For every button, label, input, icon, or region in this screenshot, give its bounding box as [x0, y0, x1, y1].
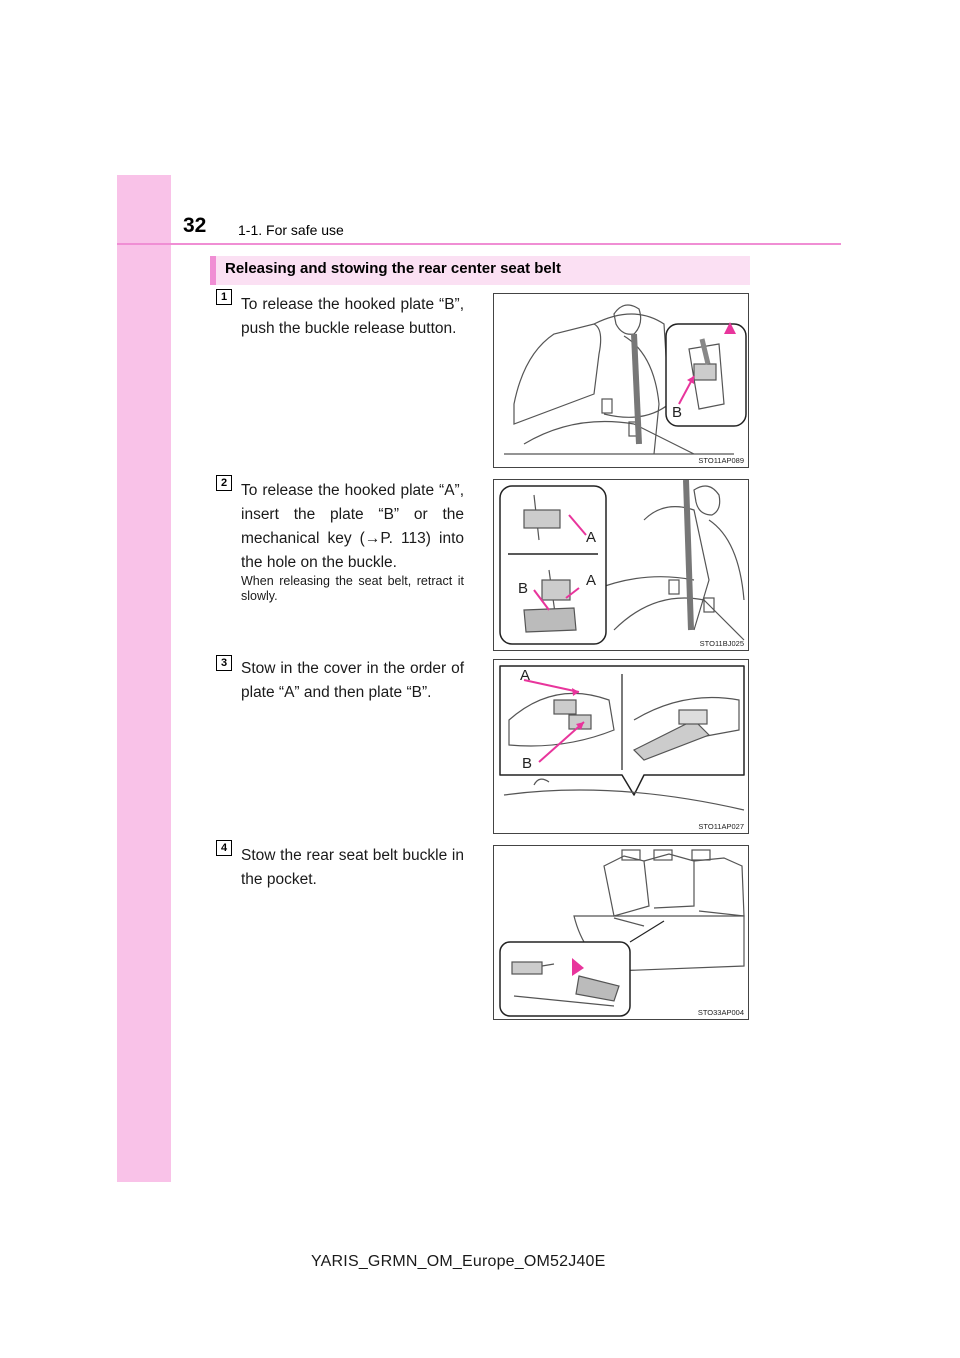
section-banner — [210, 256, 750, 285]
step-2-text: To release the hooked plate “A”, insert the plate “B” or the mechanical key (→P. 113) into the hole on the buckle. — [241, 482, 464, 571]
step-1-text: To release the hooked plate “B”, push the buckle release button. — [241, 296, 464, 337]
plate-release-illustration — [494, 480, 749, 651]
figure-label-b: B — [672, 404, 683, 421]
figure-step-2 — [493, 479, 749, 651]
banner-accent-bar — [210, 256, 216, 285]
figure-code: STO33AP004 — [697, 1008, 744, 1017]
figure-code: STO11AP089 — [698, 456, 744, 465]
step-2-note: When releasing the seat belt, retract it slowly. — [241, 574, 464, 603]
figure-label-b: B — [522, 755, 533, 772]
section-title: 1-1. For safe use — [238, 222, 344, 238]
stow-buckle-illustration — [494, 846, 749, 1020]
figure-code: STO11AP027 — [698, 822, 744, 831]
step-4-text: Stow the rear seat belt buckle in the pocket. — [241, 847, 464, 888]
step-3-text: Stow in the cover in the order of plate “A” and then plate “B”. — [241, 660, 464, 701]
figure-label-a-bottom: A — [586, 572, 597, 589]
figure-code: STO11BJ025 — [699, 639, 744, 648]
figure-label-a: A — [520, 667, 531, 684]
step-number-3: 3 — [216, 655, 232, 671]
stow-plates-illustration — [494, 660, 749, 834]
seat-belt-release-illustration — [494, 294, 749, 468]
figure-label-a-top: A — [586, 529, 597, 546]
side-color-band — [117, 175, 171, 1182]
step-number-2: 2 — [216, 475, 232, 491]
figure-step-3 — [493, 659, 749, 834]
header-rule — [117, 243, 841, 245]
figure-step-4 — [493, 845, 749, 1020]
footer-document-id: YARIS_GRMN_OM_Europe_OM52J40E — [311, 1253, 606, 1270]
figure-step-1 — [493, 293, 749, 468]
page-number: 32 — [183, 214, 207, 237]
figure-label-b: B — [518, 580, 529, 597]
banner-title: Releasing and stowing the rear center seat belt — [225, 260, 561, 277]
step-number-4: 4 — [216, 840, 232, 856]
step-number-1: 1 — [216, 289, 232, 305]
